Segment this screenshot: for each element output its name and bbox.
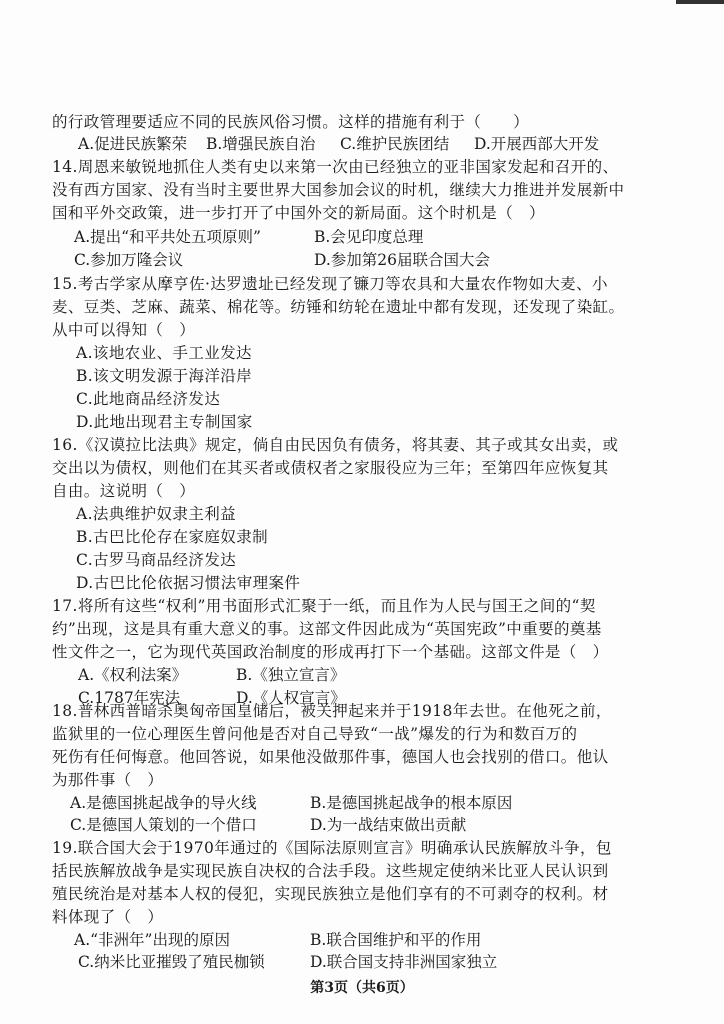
q17-line-2: 约”出现，这是具有重大意义的事。这部文件因此成为“英国宪政”中重要的奠基 xyxy=(52,620,602,638)
q16-option-a: A.法典维护奴隶主利益 xyxy=(76,505,237,523)
q17-line-1: 17.将所有这些“权利”用书面形式汇聚于一纸，而且作为人民与国王之间的“契 xyxy=(52,597,596,615)
q15-line-3: 从中可以得知（ ） xyxy=(52,321,196,339)
q13-option-a: A.促进民族繁荣 xyxy=(78,135,188,153)
q15-option-b: B.该文明发源于海洋沿岸 xyxy=(76,367,253,385)
q15-line-2: 麦、豆类、芝麻、蔬菜、棉花等。纺锤和纺轮在遗址中都有发现，还发现了染缸。 xyxy=(52,298,625,316)
q16-line-3: 自由。这说明（ ） xyxy=(52,482,196,500)
q13-option-b: B.增强民族自治 xyxy=(206,135,316,153)
q14-line-3: 国和平外交政策，进一步打开了中国外交的新局面。这个时机是（ ） xyxy=(52,204,545,222)
q18-line-2: 监狱里的一位心理医生曾问他是否对自己导致“一战”爆发的行为和数百万的 xyxy=(52,725,578,743)
q15-option-c: C.此地商品经济发达 xyxy=(76,390,221,408)
q13-option-d: D.开展西部大开发 xyxy=(474,135,600,153)
q18-option-b: B.是德国挑起战争的根本原因 xyxy=(310,794,513,812)
q15-option-a: A.该地农业、手工业发达 xyxy=(76,344,252,362)
q13-stem: 的行政管理要适应不同的民族风俗习惯。这样的措施有利于（ ） xyxy=(52,113,530,131)
q19-options-row-1 xyxy=(74,929,704,951)
q17-option-c: C.1787年宪法 xyxy=(78,689,181,707)
q15-option-d: D.此地出现君主专制国家 xyxy=(76,413,253,431)
q18-options-row-1 xyxy=(70,792,700,814)
q19-option-c: C.纳米比亚摧毁了殖民枷锁 xyxy=(78,953,265,971)
q16-line-2: 交出以为债权，则他们在其买者或债权者之家服役应为三年；至第四年应恢复其 xyxy=(52,459,609,477)
q13-options xyxy=(78,133,698,155)
q17-option-b: B.《独立宣言》 xyxy=(236,666,346,684)
q14-option-a: A.提出“和平共处五项原则” xyxy=(74,228,261,246)
q14-option-c: C.参加万隆会议 xyxy=(74,251,184,269)
q17-option-d: D.《人权宣言》 xyxy=(236,689,346,707)
q17-line-3: 性文件之一，它为现代英国政治制度的形成再打下一个基础。这部文件是（ ） xyxy=(52,643,609,661)
q16-option-d: D.古巴比伦依据习惯法审理案件 xyxy=(76,574,301,592)
q18-line-4: 为那件事（ ） xyxy=(52,771,164,789)
q18-options-row-2 xyxy=(70,814,700,836)
page-footer: 第3页（共6页） xyxy=(310,980,414,996)
q18-option-c: C.是德国人策划的一个借口 xyxy=(70,816,257,834)
q14-line-2: 没有西方国家、没有当时主要世界大国参加会议的时机，继续大力推进并发展新中 xyxy=(52,181,625,199)
q19-line-1: 19.联合国大会于1970年通过的《国际法原则宣言》明确承认民族解放斗争，包 xyxy=(52,839,612,857)
q14-options-row-2 xyxy=(74,249,694,271)
q18-line-3: 死伤有任何悔意。他回答说，如果他没做那件事，德国人也会找别的借口。他认 xyxy=(52,748,609,766)
q16-option-c: C.古罗马商品经济发达 xyxy=(76,551,237,569)
q16-line-1: 16.《汉谟拉比法典》规定，倘自由民因负有债务，将其妻、其子或其女出卖，或 xyxy=(52,436,619,454)
q15-line-1: 15.考古学家从摩亨佐·达罗遗址已经发现了镰刀等农具和大量农作物如大麦、小 xyxy=(52,275,608,293)
q14-option-d: D.参加第26届联合国大会 xyxy=(314,251,491,269)
q18-option-a: A.是德国挑起战争的导火线 xyxy=(70,794,257,812)
q13-option-c: C.维护民族团结 xyxy=(340,135,450,153)
q19-option-b: B.联合国维护和平的作用 xyxy=(310,931,482,949)
q19-option-d: D.联合国支持非洲国家独立 xyxy=(310,953,498,971)
scan-corner-mark xyxy=(676,0,724,4)
q17-option-a: A.《权利法案》 xyxy=(78,666,188,684)
q19-options-row-2 xyxy=(78,951,708,973)
q14-options-row-1 xyxy=(74,226,694,248)
q18-line-1: 18.普林西普暗杀奥匈帝国皇储后，被关押起来并于1918年去世。在他死之前， xyxy=(52,702,612,720)
q18-option-d: D.为一战结束做出贡献 xyxy=(310,816,467,834)
q14-option-b: B.会见印度总理 xyxy=(314,228,424,246)
q19-line-3: 殖民统治是对基本人权的侵犯，实现民族独立是他们享有的不可剥夺的权利。材 xyxy=(52,885,609,903)
q14-line-1: 14.周恩来敏锐地抓住人类有史以来第一次由已经独立的亚非国家发起和召开的、 xyxy=(52,158,619,176)
q19-option-a: A.“非洲年”出现的原因 xyxy=(74,931,230,949)
q19-line-4: 料体现了（ ） xyxy=(52,908,164,926)
q19-line-2: 括民族解放战争是实现民族自决权的合法手段。这些规定使纳米比亚人民认识到 xyxy=(52,862,609,880)
q17-options-row-1 xyxy=(78,664,698,686)
q16-option-b: B.古巴比伦存在家庭奴隶制 xyxy=(76,528,269,546)
